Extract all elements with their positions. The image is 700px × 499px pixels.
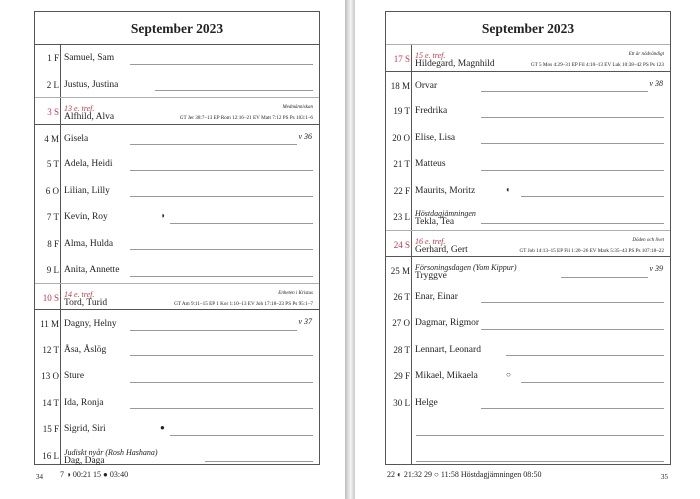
left-page xyxy=(0,0,345,499)
writing-line xyxy=(416,435,664,436)
name-day: Adela, Heidi xyxy=(64,159,113,169)
name-day: Lilian, Lilly xyxy=(64,185,110,196)
day-date: 20 O xyxy=(392,132,410,143)
day-date: 3 S xyxy=(47,107,59,117)
calendar-frame-right xyxy=(385,11,671,465)
book-gutter xyxy=(345,0,355,499)
day-subtitle: Höstdagjämningen xyxy=(415,209,476,218)
name-day: Orvar xyxy=(415,80,438,91)
name-day: Anita, Annette xyxy=(64,265,120,275)
day-row xyxy=(35,177,319,204)
name-day: Åsa, Åslög xyxy=(64,344,107,355)
writing-line xyxy=(130,330,297,331)
sunday-theme: Medmänniskan xyxy=(282,105,313,110)
week-number: v 36 xyxy=(298,131,312,141)
day-row xyxy=(35,389,319,416)
writing-line xyxy=(130,408,313,409)
month-title: September 2023 xyxy=(386,12,670,45)
day-date: 4 M xyxy=(44,133,59,144)
name-day: Lennart, Leonard xyxy=(415,344,481,355)
name-day: Tord, Turid xyxy=(64,297,108,308)
writing-line xyxy=(561,277,648,278)
day-row xyxy=(35,309,319,337)
day-date: 6 O xyxy=(45,185,59,196)
sunday-theme: Ett är nödvändigt xyxy=(628,52,664,57)
name-day: Fredrika xyxy=(415,106,448,116)
day-date: 13 O xyxy=(41,371,59,381)
writing-line xyxy=(481,302,664,303)
day-date: 11 M xyxy=(40,319,59,329)
name-day: Alfhild, Alva xyxy=(64,112,115,122)
day-date: 5 T xyxy=(46,159,59,169)
page-number: 34 xyxy=(36,473,43,481)
writing-line xyxy=(481,143,664,144)
day-row xyxy=(35,124,319,152)
right-page xyxy=(355,0,700,499)
name-day: Tryggve xyxy=(415,271,447,281)
writing-line xyxy=(130,64,313,65)
name-day: Dagny, Helny xyxy=(64,319,117,329)
day-date: 23 L xyxy=(393,212,410,222)
day-date: 18 M xyxy=(390,80,410,91)
writing-line xyxy=(170,223,313,224)
day-date: 28 T xyxy=(393,344,410,355)
day-row xyxy=(386,97,670,124)
day-subtitle: 13 e. tref. xyxy=(64,104,95,113)
writing-line xyxy=(155,90,313,91)
calendar-frame-left xyxy=(34,11,320,465)
name-day: Elise, Lisa xyxy=(415,132,456,143)
day-subtitle: 15 e. tref. xyxy=(415,51,446,60)
day-row xyxy=(386,150,670,177)
name-day: Sigrid, Siri xyxy=(64,424,106,434)
sunday-theme: Döden och livet xyxy=(632,237,664,243)
day-row xyxy=(35,336,319,363)
name-day: Dag, Daga xyxy=(64,455,105,466)
writing-line xyxy=(481,408,664,409)
day-row xyxy=(386,256,670,284)
name-day: Helge xyxy=(415,397,438,408)
writing-line xyxy=(130,144,297,145)
day-row xyxy=(386,415,670,442)
name-day: Gerhard, Gert xyxy=(415,244,468,255)
writing-line xyxy=(506,355,664,356)
day-row xyxy=(35,150,319,177)
day-row xyxy=(386,230,670,258)
day-date: 17 S xyxy=(393,54,410,64)
day-subtitle: 14 e. tref. xyxy=(64,289,95,299)
day-row xyxy=(386,124,670,151)
name-day: Dagmar, Rigmor xyxy=(415,318,479,328)
writing-line xyxy=(130,170,313,171)
bible-readings: GT Jer 38:7–13 EP Rom 12:16–21 EV Matt 7:12 PS Ps 103:1–6 xyxy=(179,115,313,121)
day-date: 26 T xyxy=(393,291,410,302)
day-row xyxy=(386,71,670,99)
name-day: Ida, Ronja xyxy=(64,397,104,408)
day-row xyxy=(35,71,319,98)
name-day: Sture xyxy=(64,371,85,381)
name-day: Tekla, Tea xyxy=(415,217,455,227)
name-day: Alma, Hulda xyxy=(64,238,114,249)
day-row xyxy=(386,362,670,389)
day-date: 22 F xyxy=(393,185,410,196)
day-row xyxy=(35,97,319,125)
day-date: 9 L xyxy=(46,265,59,275)
writing-line xyxy=(130,249,313,250)
day-date: 1 F xyxy=(47,53,59,63)
week-number: v 37 xyxy=(298,317,312,326)
name-day: Hildegard, Magnhild xyxy=(415,59,495,69)
day-subtitle: 16 e. tref. xyxy=(415,236,446,246)
writing-line xyxy=(481,91,648,92)
day-row xyxy=(386,336,670,363)
day-row xyxy=(35,442,319,469)
day-subtitle: Försoningsdagen (Yom Kippur) xyxy=(415,263,517,272)
name-day: Samuel, Sam xyxy=(64,53,115,63)
writing-line xyxy=(130,196,313,197)
week-number: v 38 xyxy=(649,78,663,88)
day-date: 7 T xyxy=(46,212,59,222)
moon-phase-icon: ○ xyxy=(506,370,511,379)
week-number: v 39 xyxy=(649,264,663,273)
writing-line xyxy=(481,329,664,330)
day-row xyxy=(386,203,670,230)
moon-phases-footer: 22 ◐ 21:32 29 ○ 11:58 Höstdagjämningen 08:50 xyxy=(387,470,542,479)
moon-phase-icon: ◐ xyxy=(506,184,511,194)
day-date: 12 T xyxy=(42,344,59,355)
day-row xyxy=(386,177,670,204)
sunday-theme: Enheten i Kristus xyxy=(278,290,313,296)
writing-line xyxy=(521,382,664,383)
day-row xyxy=(35,283,319,311)
moon-phase-icon: ◑ xyxy=(160,211,165,220)
day-row xyxy=(386,44,670,72)
day-row xyxy=(386,283,670,310)
day-date: 8 F xyxy=(47,238,59,249)
day-row xyxy=(386,442,670,469)
moon-phases-footer: 7 ◑ 00:21 15 ● 03:40 xyxy=(60,470,129,479)
day-row xyxy=(386,309,670,336)
day-date: 19 T xyxy=(393,106,410,116)
name-day: Justus, Justina xyxy=(64,79,119,90)
name-day: Maurits, Moritz xyxy=(415,185,476,196)
writing-line xyxy=(481,223,664,224)
bible-readings: GT 5 Mos 4:29–31 EP Fil 4:10–13 EV Luk 10:38–42 PS Ps 123 xyxy=(530,62,664,68)
day-date: 21 T xyxy=(393,159,410,169)
day-row xyxy=(35,362,319,389)
name-day: Matteus xyxy=(415,159,446,169)
name-day: Enar, Einar xyxy=(415,291,458,302)
day-row xyxy=(35,256,319,283)
day-date: 10 S xyxy=(42,292,59,303)
writing-line xyxy=(481,117,664,118)
writing-line xyxy=(130,355,313,356)
day-row xyxy=(35,230,319,257)
bible-readings: GT Job 14:13–15 EP Fil 1:20–26 EV Mark 5:35–43 PS Ps 107:18–22 xyxy=(519,247,664,254)
writing-line xyxy=(521,196,664,197)
day-row xyxy=(35,44,319,71)
moon-phase-icon: ● xyxy=(160,423,165,432)
name-day: Gisela xyxy=(64,133,89,144)
month-title: September 2023 xyxy=(35,12,319,45)
day-date: 16 L xyxy=(42,450,59,461)
day-date: 30 L xyxy=(393,397,410,408)
day-date: 2 L xyxy=(46,79,59,90)
writing-line xyxy=(130,382,313,383)
day-date: 14 T xyxy=(42,397,59,408)
day-date: 29 F xyxy=(393,371,410,381)
day-date: 27 O xyxy=(392,318,410,328)
day-date: 25 M xyxy=(390,266,410,276)
day-row xyxy=(386,389,670,416)
day-row xyxy=(35,415,319,442)
writing-line xyxy=(481,170,664,171)
bible-readings: GT Am 9:11–15 EP 1 Kor 1:10–13 EV Joh 17:18–23 PS Ps 95:1–7 xyxy=(174,300,313,307)
day-date: 15 F xyxy=(42,424,59,434)
writing-line xyxy=(170,435,313,436)
day-date: 24 S xyxy=(393,239,410,250)
day-subtitle: Judiskt nyår (Rosh Hashana) xyxy=(64,447,158,457)
day-row xyxy=(35,203,319,230)
writing-line xyxy=(130,276,313,277)
name-day: Kevin, Roy xyxy=(64,212,108,222)
writing-line xyxy=(205,461,313,462)
page-number: 35 xyxy=(661,473,668,481)
writing-line xyxy=(416,461,664,462)
name-day: Mikael, Mikaela xyxy=(415,371,478,381)
